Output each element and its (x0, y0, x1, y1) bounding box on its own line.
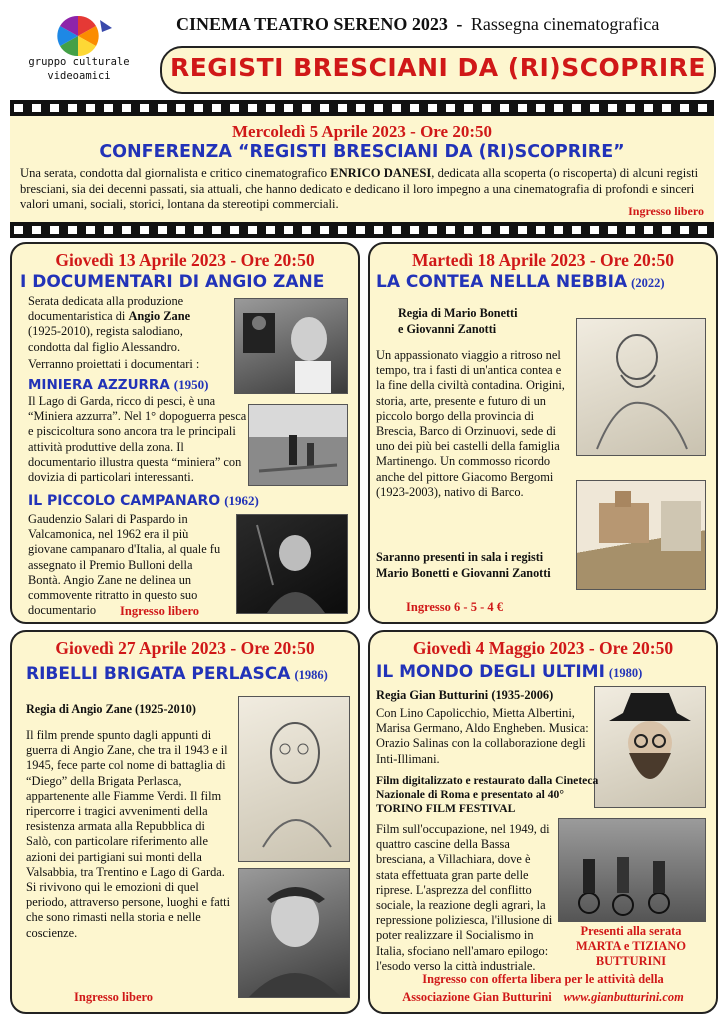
event2-date: Martedì 18 Aprile 2023 - Ore 20:50 (411, 250, 675, 270)
photo-gian-butturini (594, 686, 706, 808)
doc2-text: Gaudenzio Salari di Paspardo in Valcamonica, nel 1962 era il più giovane campanaro d'Italia, al quale fu assegnato il Premio Bulloni della Bontà. Angio Zane ne delinea un commovente ritratto in questo suo documentario (28, 512, 221, 618)
main-title: REGISTI BRESCIANI DA (RI)SCOPRIRE (169, 53, 707, 82)
event4-cast: Con Lino Capolicchio, Mietta Albertini, Marisa Germano, Aldo Engheben. Musica: Orazio Salinas con la collaborazione degli Inti-Illimani. (376, 706, 589, 766)
event2-guests: Saranno presenti in sala i registi Mario Bonetti e Giovanni Zanotti (376, 550, 551, 580)
header-topline (176, 14, 716, 35)
conference-box (10, 116, 714, 222)
event4-date: Giovedì 4 Maggio 2023 - Ore 20:50 (412, 638, 674, 658)
photo-bell-ringer (236, 514, 348, 614)
event4-footer-line (370, 988, 716, 1006)
color-wheel-icon (40, 14, 116, 58)
fishermen-icon (249, 405, 347, 485)
event1-intro-c: Verranno proiettati i documentari : (28, 357, 200, 371)
event1-intro-a: Serata dedicata alla produzione documentaristica di (28, 294, 184, 324)
photo-castle-barco (576, 480, 706, 590)
bearded-man-icon (595, 687, 705, 807)
conference-entry: Ingresso libero (628, 204, 704, 218)
event4-restored: Film digitalizzato e restaurato dalla Cineteca Nazionale di Roma e presentato al 40° TORINO FILM FESTIVAL (376, 774, 599, 815)
event3-title: RIBELLI BRIGATA PERLASCA (26, 664, 291, 684)
event2-heading (376, 272, 665, 292)
event4-year: (1980) (608, 666, 643, 680)
sketch-portrait-icon (239, 697, 349, 861)
boy-portrait-icon (237, 515, 347, 613)
event2-text: Un appassionato viaggio a ritroso nel tempo, tra i fasti di un'antica contea e la fine della civiltà contadina. Origini, storia, arte, presente e futuro di un piccolo borgo della provincia di Brescia, Barco di Orzinuovi, sede di uno dei più bei castelli della famiglia Martinengo. Un commosso ricordo anche del pittore Giacomo Bergomi (1923-2003), nativo di Barco. (376, 348, 565, 499)
conference-date: Mercoledì 5 Aprile 2023 - Ore 20:50 (232, 122, 492, 141)
photo-cyclists (558, 818, 706, 922)
filmstrip-top (10, 100, 714, 116)
event2-directors-1: Regia di Mario Bonetti (398, 306, 518, 320)
event-card-1 (10, 242, 360, 624)
drawing-painter-portrait (576, 318, 706, 456)
event2-entry: Ingresso 6 - 5 - 4 € (406, 600, 503, 614)
event3-heading (26, 664, 328, 684)
event4-director: Regia Gian Butturini (1935-2006) (376, 688, 554, 702)
filmstrip-bottom (10, 222, 714, 238)
doc1-text: Il Lago di Garda, ricco di pesci, è una “Miniera azzurra”. Nel 1° dopoguerra pesca e piscicoltura sono ancora tra le principali attività produttive della zona. Il documentario illustra questa “miniera” con dovizia di particolari interessanti. (28, 394, 247, 485)
event3-year: (1986) (294, 668, 328, 682)
event3-director: Regia di Angio Zane (1925-2010) (26, 702, 196, 716)
photo-angio-zane-camera (234, 298, 348, 394)
event1-title: I DOCUMENTARI DI ANGIO ZANE (20, 272, 325, 292)
event4-guests-3: BUTTURINI (595, 954, 667, 968)
event1-entry: Ingresso libero (120, 604, 200, 618)
conference-text (20, 166, 706, 213)
drawing-angio-zane (238, 696, 350, 862)
conference-text-a: Una serata, condotta dal giornalista e critico cinematografico (20, 166, 331, 180)
soldier-portrait-icon (239, 869, 349, 997)
event1-intro-b: (1925-2010), regista salodiano, condotta dal figlio Alessandro. (28, 324, 183, 354)
conference-title: CONFERENZA “REGISTI BRESCIANI DA (RI)SCOPRIRE” (99, 142, 625, 162)
event4-footer-2: Associazione Gian Butturini (402, 990, 552, 1004)
event2-title: LA CONTEA NELLA NEBBIA (376, 272, 628, 292)
logo (14, 14, 144, 90)
event3-text: Il film prende spunto dagli appunti di guerra di Angio Zane, che tra il 1943 e il 1945, fece parte col nome di battaglia di “Diego” della Brigata Perlasca, appartenente alle Fiamme Verdi. Il film ripercorre i tragici avvenimenti della resistenza armata alla Repubblica di Salò, con particolare riferimento alle azioni dei partigiani sui monti della Valsabbia, tra Trentino e Lago di Garda. Si rivivono qui le emozioni di quel periodo, attraverso persone, luoghi e fatti che sono rimasti nella storia e nelle coscienze. (26, 728, 231, 940)
doc2-year: (1962) (224, 493, 259, 508)
event1-intro (28, 294, 224, 355)
event3-date: Giovedì 27 Aprile 2023 - Ore 20:50 (55, 638, 315, 658)
doc1-title: MINIERA AZZURRA (28, 377, 170, 393)
conference-text-b: , dedicata alla scoperta (o riscoperta) di alcuni registi bresciani, sia dei decenni passati, sia attuali, che hanno dedicato e dedicano il loro impegno a una cinematografia di profondi e sinceri valori umani, sociali, storici, lontana da stereotipi commerciali. (20, 166, 699, 211)
event4-footer-url[interactable]: www.gianbutturini.com (563, 990, 684, 1004)
event-card-3 (10, 630, 360, 1014)
event-card-4 (368, 630, 718, 1014)
series-name: Rassegna cinematografica (470, 14, 660, 34)
event-card-2 (368, 242, 718, 624)
photo-partisan (238, 868, 350, 998)
conference-speaker: ENRICO DANESI (330, 166, 432, 180)
castle-icon (577, 481, 705, 589)
event4-title: IL MONDO DEGLI ULTIMI (376, 662, 605, 682)
sketch-man-icon (577, 319, 705, 455)
bicycles-icon (559, 819, 705, 921)
logo-line-1: gruppo culturale (28, 56, 130, 68)
event1-director-name: Angio Zane (128, 309, 191, 324)
event1-date: Giovedì 13 Aprile 2023 - Ore 20:50 (55, 250, 315, 270)
doc2-heading (28, 492, 259, 510)
doc2-title: IL PICCOLO CAMPANARO (28, 493, 221, 509)
event4-heading (376, 662, 642, 682)
main-title-box (160, 46, 716, 94)
photo-lake-fishing (248, 404, 348, 486)
event2-directors-2: e Giovanni Zanotti (398, 322, 497, 336)
venue-name: CINEMA TEATRO SERENO 2023 (176, 14, 448, 34)
event3-entry: Ingresso libero (74, 990, 154, 1004)
event4-guests-1: Presenti alla serata (580, 924, 682, 938)
event4-guests-2: MARTA e TIZIANO (576, 939, 686, 953)
topline-separator: - (456, 14, 463, 34)
event4-text: Film sull'occupazione, nel 1949, di quattro cascine della Bassa bresciana, a Villachiara, dove è stata effettuata gran parte delle riprese. L'asprezza del conflitto sociale, la reazione degli agrari, la repressione poliziesca, l'illusione di poter realizzare il Socialismo in Italia, sfociano nell'amaro epilogo: l'esodo verso la città industriale. (376, 822, 553, 973)
event4-footer-1: Ingresso con offerta libera per le attività della (422, 972, 664, 986)
camera-icon (235, 299, 347, 393)
logo-line-2: videoamici (47, 70, 111, 82)
doc1-heading (28, 376, 208, 394)
doc1-year: (1950) (173, 377, 209, 392)
event2-year: (2022) (631, 276, 665, 290)
